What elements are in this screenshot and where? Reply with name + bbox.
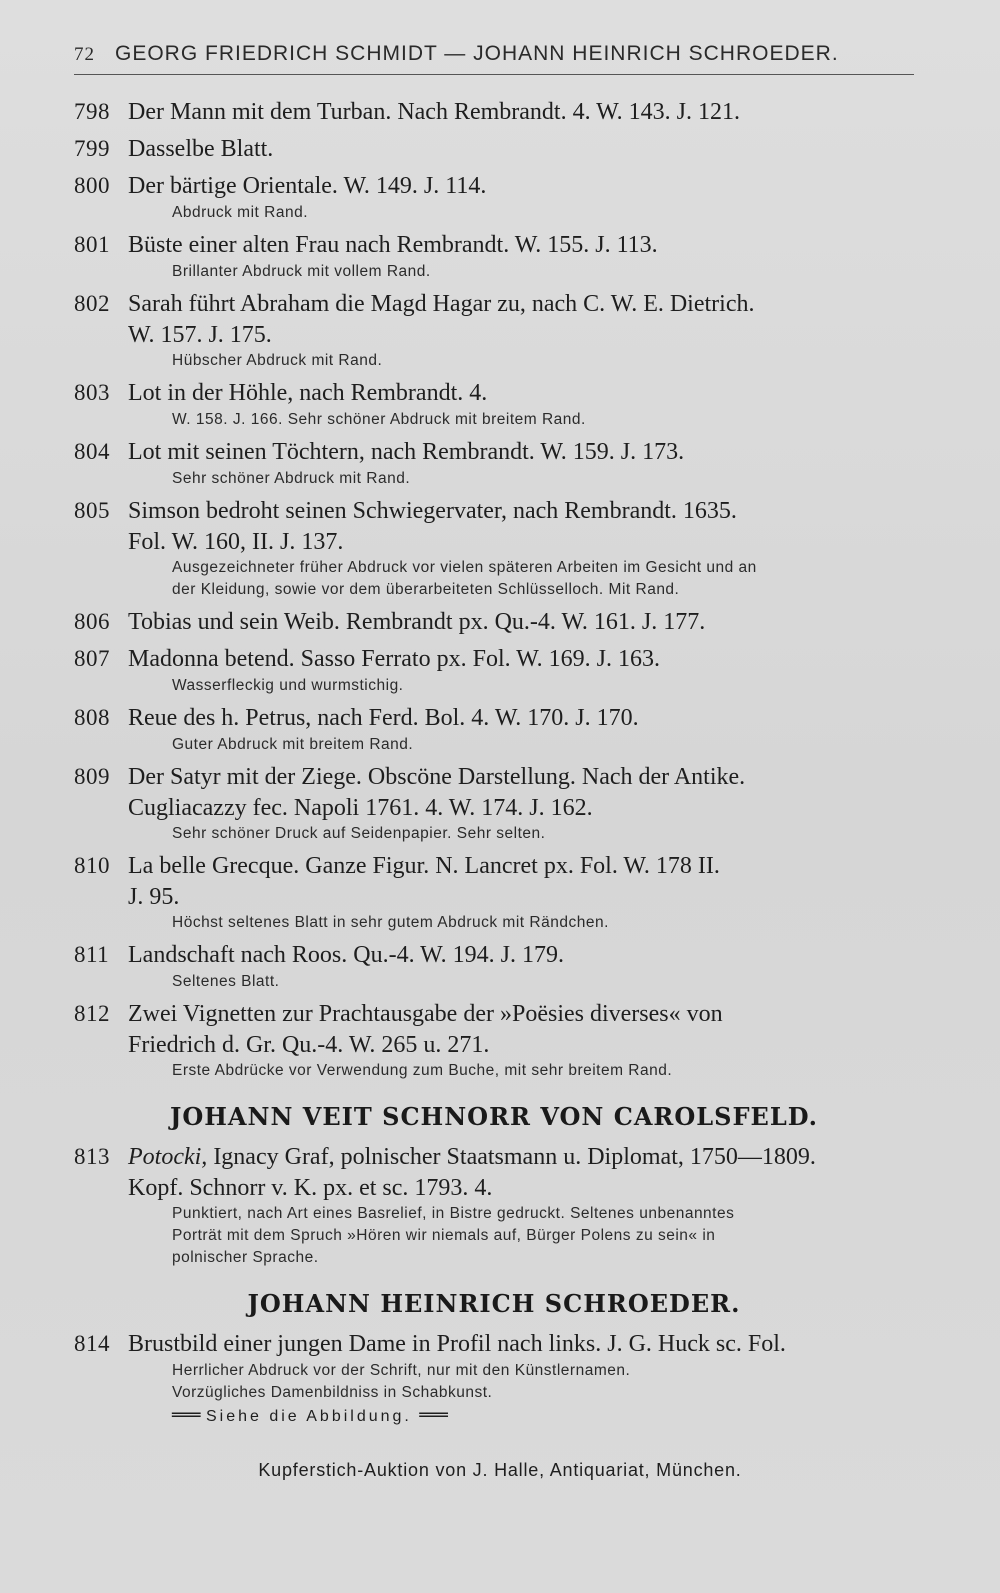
catalog-entry-805 [74,495,914,601]
entry-line [74,170,914,202]
entry-line [74,495,914,527]
page-footer: Kupferstich-Auktion von J. Halle, Antiquariat, München. [258,1460,742,1480]
entry-line [74,761,914,793]
entry-text: Dasselbe Blatt. [128,136,274,162]
entry-note: Porträt mit dem Spruch »Hören wir niemals auf, Bürger Polens zu sein« in [172,1227,716,1244]
entry-text: Simson bedroht seinen Schwiegervater, nach Rembrandt. 1635. [128,498,737,524]
entry-number: 811 [74,942,110,967]
entry-number: 808 [74,705,110,730]
entry-note: Erste Abdrücke vor Verwendung zum Buche, mit sehr breitem Rand. [172,1062,673,1079]
entry-number: 809 [74,764,110,789]
double-rule-left: ═══ [172,1405,199,1426]
entry-continuation: W. 157. J. 175. [128,322,272,348]
catalog-entry-801 [74,229,914,283]
entry-text: Lot in der Höhle, nach Rembrandt. 4. [128,380,488,406]
entry-note: Höchst seltenes Blatt in sehr gutem Abdruck mit Rändchen. [172,914,609,931]
entry-number: 798 [74,99,110,124]
entry-note: Sehr schöner Druck auf Seidenpapier. Sehr selten. [172,825,546,842]
entry-continuation: Cugliacazzy fec. Napoli 1761. 4. W. 174. J. 162. [128,795,593,821]
entry-note: Ausgezeichneter früher Abdruck vor vielen späteren Arbeiten im Gesicht und an [172,559,757,576]
entry-continuation: Friedrich d. Gr. Qu.-4. W. 265 u. 271. [128,1032,490,1058]
header-rule [74,74,914,75]
entry-line [74,229,914,261]
entry-line [74,288,914,320]
page-header-title: GEORG FRIEDRICH SCHMIDT — JOHANN HEINRICH SCHROEDER. [115,42,839,65]
entry-number: 799 [74,136,110,161]
entry-note: W. 158. J. 166. Sehr schöner Abdruck mit breitem Rand. [172,411,586,428]
entry-line [74,702,914,734]
entry-line [74,850,914,882]
entry-line [74,377,914,409]
section-title-schroeder: JOHANN HEINRICH SCHROEDER. [247,1289,741,1318]
catalog-entry-810 [74,850,914,934]
catalog-entry-798 [74,96,914,128]
running-head [74,42,914,66]
entry-note: Herrlicher Abdruck vor der Schrift, nur mit den Künstlernamen. [172,1362,631,1379]
entry-text: Lot mit seinen Töchtern, nach Rembrandt. W. 159. J. 173. [128,439,685,465]
entry-note: Abdruck mit Rand. [172,204,308,221]
entry-line [74,643,914,675]
entry-text: Büste einer alten Frau nach Rembrandt. W. 155. J. 113. [128,232,658,258]
entry-note: polnischer Sprache. [172,1249,319,1266]
entry-number: 804 [74,439,110,464]
see-figure-text: Siehe die Abbildung. [205,1408,412,1425]
entry-line [74,606,914,638]
entry-number: 812 [74,1001,110,1026]
catalog-entry-814 [74,1328,914,1429]
entry-number: 806 [74,609,110,634]
entry-text: Landschaft nach Roos. Qu.-4. W. 194. J. 179. [128,942,564,968]
see-figure-line [74,1404,914,1429]
catalog-entries [74,96,914,1434]
entry-note: Brillanter Abdruck mit vollem Rand. [172,263,431,280]
entry-number: 805 [74,498,110,523]
catalog-entry-806 [74,606,914,638]
entry-note: Punktiert, nach Art eines Basrelief, in Bistre gedruckt. Seltenes unbenanntes [172,1205,735,1222]
catalog-entry-802 [74,288,914,372]
entry-text: Der Satyr mit der Ziege. Obscöne Darstellung. Nach der Antike. [128,764,746,790]
section-title-schnorr: JOHANN VEIT SCHNORR VON CAROLSFELD. [169,1102,819,1131]
entry-continuation: Fol. W. 160, II. J. 137. [128,529,344,555]
entry-line [74,1328,914,1360]
entry-number: 807 [74,646,110,671]
entry-continuation: Kopf. Schnorr v. K. px. et sc. 1793. 4. [128,1175,493,1201]
sitter-name: Potocki, [128,1144,208,1170]
entry-text: Tobias und sein Weib. Rembrandt px. Qu.-4. W. 161. J. 177. [128,609,706,635]
entry-text: La belle Grecque. Ganze Figur. N. Lancret px. Fol. W. 178 II. [128,853,720,879]
catalog-entry-803 [74,377,914,431]
entry-text: Ignacy Graf, polnischer Staatsmann u. Diplomat, 1750—1809. [207,1144,816,1170]
catalog-entry-808 [74,702,914,756]
entry-line [74,998,914,1030]
catalog-entry-799 [74,133,914,165]
entry-note: Wasserfleckig und wurmstichig. [172,677,404,694]
entry-number: 803 [74,380,110,405]
entry-text: Zwei Vignetten zur Prachtausgabe der »Poësies diverses« von [128,1001,723,1027]
entry-line [74,1141,914,1173]
entry-note: Vorzügliches Damenbildniss in Schabkunst. [172,1384,493,1401]
entry-number: 813 [74,1144,110,1169]
entry-note: Hübscher Abdruck mit Rand. [172,352,383,369]
entry-number: 810 [74,853,110,878]
entry-number: 802 [74,291,110,316]
catalog-entry-809 [74,761,914,845]
entry-text: Madonna betend. Sasso Ferrato px. Fol. W. 169. J. 163. [128,646,660,672]
catalog-entry-800 [74,170,914,224]
entry-text: Der Mann mit dem Turban. Nach Rembrandt. 4. W. 143. J. 121. [128,99,740,125]
entry-line [74,436,914,468]
double-rule-right: ═══ [419,1405,446,1426]
entry-text: Der bärtige Orientale. W. 149. J. 114. [128,173,487,199]
entry-list [74,96,914,1082]
entry-note: Seltenes Blatt. [172,973,280,990]
entry-note: Sehr schöner Abdruck mit Rand. [172,470,411,487]
entry-note: Guter Abdruck mit breitem Rand. [172,736,414,753]
page-number: 72 [74,44,95,65]
entry-text: Sarah führt Abraham die Magd Hagar zu, nach C. W. E. Dietrich. [128,291,755,317]
entry-number: 801 [74,232,110,257]
catalog-entry-811 [74,939,914,993]
entry-note: der Kleidung, sowie vor dem überarbeiteten Schlüsselloch. Mit Rand. [172,581,680,598]
entry-line [74,133,914,165]
catalog-entry-804 [74,436,914,490]
entry-line [74,96,914,128]
entry-number: 800 [74,173,110,198]
catalog-entry-813 [74,1141,914,1269]
catalog-entry-807 [74,643,914,697]
entry-text: Brustbild einer jungen Dame in Profil nach links. J. G. Huck sc. Fol. [128,1331,786,1357]
entry-continuation: J. 95. [128,884,180,910]
entry-number: 814 [74,1331,110,1356]
entry-text: Reue des h. Petrus, nach Ferd. Bol. 4. W. 170. J. 170. [128,705,639,731]
entry-line [74,939,914,971]
catalog-entry-812 [74,998,914,1082]
